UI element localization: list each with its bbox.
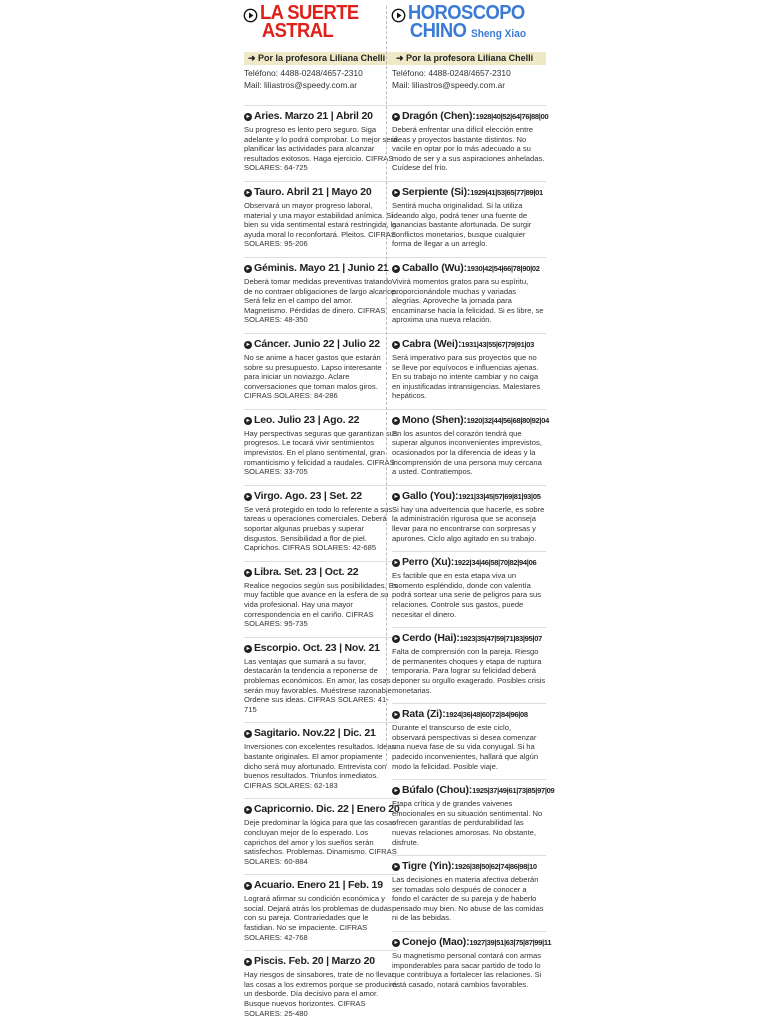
entry-title-text: Dragón (Chen): xyxy=(402,110,476,122)
entry-text: Será imperativo para sus proyectos que no se lleve por equívocos e influencias ajenas. En su trabajo no intente cambiar y no caiga en injustificadas intransigencias. Malestares hepáticos. xyxy=(392,352,541,401)
entry-years: 1924|36|48|60|72|84|96|08 xyxy=(445,710,528,720)
entry-title xyxy=(244,879,398,892)
entry-title-text: Libra. Set. 23 | Oct. 22 xyxy=(254,565,359,578)
entry-years: 1926|38|50|62|74|86|98|10 xyxy=(454,862,537,872)
entry-text: Inversiones con excelentes resultados. Ideas bastante originales. El amor propiamente dicho será muy afortunado. Entrevista con buenos resultados. Triunfos inmediatos. CIFRAS SOLARES: 62-183 xyxy=(244,742,396,790)
entry-text: Deberá enfrentar una difícil elección entre ideas y proyectos bastante distintos. No vacile en optar por lo más adecuado a su modo de ser y a sus aspiraciones anheladas. Cuídese del frío. xyxy=(392,125,545,173)
entry-title-text: Perro (Xu): xyxy=(402,556,455,569)
entry-rule xyxy=(392,181,546,182)
entry-title-text: Tauro. Abril 21 | Mayo 20 xyxy=(254,185,372,198)
entry-text: Durante el transcurso de este ciclo, observará perspectivas si desea comenzar una nueva fase de su vida conyugal. Si ha padecido inconvenientes, hallará que algún modo la felicidad. Posible viaje. xyxy=(392,723,539,771)
entry-years: 1921|33|45|57|69|81|93|05 xyxy=(458,491,541,501)
chinese-title-line1: HOROSCOPO xyxy=(408,2,525,24)
entry-title xyxy=(392,860,546,873)
entry-title xyxy=(244,110,398,123)
zodiac-sign-entry xyxy=(244,950,398,1018)
entry-title-text: Escorpio. Oct. 23 | Nov. 21 xyxy=(254,641,380,654)
zodiac-sign-entry xyxy=(244,722,398,790)
zodiac-sign-entry xyxy=(244,333,398,401)
astral-header xyxy=(244,2,398,52)
entry-title xyxy=(244,642,398,655)
entry-years: 1928|40|52|64|76|88|00 xyxy=(475,112,549,121)
bullet-arrow-icon: ▸ xyxy=(244,882,252,890)
entry-title xyxy=(392,262,546,275)
entry-text: Falta de comprensión con la pareja. Riesgo de permanentes choques y etapa de ruptura temporaria. Para lograr su felicidad deberá deponer su orgullo exagerado. Posibles crisis monetarias. xyxy=(392,647,546,695)
chinese-title-line2-text: CHINO xyxy=(409,20,467,42)
entry-text: Deje predominar la lógica para que las cosas concluyan mejor de lo esperado. Los caprichos del amor y los sueños serán satisfechos. Problemas. Dinamismo. CIFRAS SOLARES: 60-884 xyxy=(244,818,397,866)
entry-text: Las ventajas que sumará a su favor, destacarán la tendencia a reponerse de problemas económicos. En amor, las cosas serán muy favorables. Muéstrese razonable. Ordene sus ideas. CIFRAS SOLARES: 41-715 xyxy=(244,656,394,714)
chinese-author: ➜ Por la profesora Liliana Chelli xyxy=(392,52,546,65)
bullet-arrow-icon: ▸ xyxy=(392,711,400,719)
entry-title-text: Gallo (You): xyxy=(402,489,459,502)
chinese-subtitle: Sheng Xiao xyxy=(470,28,527,40)
bullet-arrow-icon: ▸ xyxy=(244,113,252,121)
entry-text: Su progreso es lento pero seguro. Siga adelante y lo podrá comprobar. Lo mejor será planificar las actividades para alcanzar resultados exitosos. Haga ejercicio. CIFRAS SOLARES: 64-725 xyxy=(244,125,398,173)
entry-title xyxy=(392,110,549,123)
entry-title-text: Conejo (Mao): xyxy=(402,936,470,949)
entry-rule xyxy=(244,105,398,106)
entry-title-text: Aries. Marzo 21 | Abril 20 xyxy=(254,110,373,122)
entry-title xyxy=(244,566,398,579)
bullet-arrow-icon: ▸ xyxy=(244,958,252,966)
bullet-arrow-icon: ▸ xyxy=(244,569,252,577)
entry-title-text: Piscis. Feb. 20 | Marzo 20 xyxy=(254,955,375,968)
entry-title-text: Serpiente (Si): xyxy=(402,185,471,198)
entry-rule xyxy=(392,409,546,410)
chinese-title xyxy=(408,4,526,43)
chinese-sign-entry xyxy=(392,181,546,249)
entry-rule xyxy=(244,561,398,562)
astral-title-line1: LA SUERTE xyxy=(260,2,359,24)
entry-rule xyxy=(392,485,546,486)
bullet-arrow-icon: ▸ xyxy=(244,645,252,653)
entry-title-text: Mono (Shen): xyxy=(402,413,467,426)
bullet-arrow-icon: ▸ xyxy=(392,265,400,273)
chinese-entries xyxy=(392,105,555,989)
chinese-sign-entry xyxy=(392,703,546,771)
entry-rule xyxy=(392,551,546,552)
entry-years: 1922|34|46|58|70|82|94|06 xyxy=(454,558,537,568)
entry-rule xyxy=(244,798,398,799)
bullet-arrow-icon: ▸ xyxy=(392,939,400,947)
bullet-arrow-icon: ▸ xyxy=(392,189,400,197)
entry-title xyxy=(244,338,398,351)
entry-text: Etapa crítica y de grandes vaivenes emocionales en su situación sentimental. No ofrecen garantías de perdurabilidad las nuevas relaciones amorosas. No obstante, disfrute. xyxy=(392,799,543,847)
entry-text: Es factible que en esta etapa viva un momento espléndido, donde con valentía podrá sortear una serie de peligros para sus relaciones. Controle sus gastos, puede necesitar el dinero. xyxy=(392,571,542,619)
chinese-sign-entry xyxy=(392,409,549,477)
bullet-arrow-icon: ▸ xyxy=(244,265,252,273)
entry-title-text: Cáncer. Junio 22 | Julio 22 xyxy=(254,337,380,350)
entry-text: Realice negocios según sus posibilidades. Es muy factible que avance en la esfera de su vida profesional. Hay una mayor correspondencia en el cariño. CIFRAS SOLARES: 95-735 xyxy=(244,580,398,629)
entry-title xyxy=(392,490,546,503)
zodiac-sign-entry xyxy=(244,105,398,173)
entry-title xyxy=(392,632,546,645)
bullet-arrow-icon: ▸ xyxy=(244,730,252,738)
bullet-arrow-icon: ▸ xyxy=(244,806,252,814)
chinese-sign-entry xyxy=(392,485,546,543)
bullet-arrow-icon: ▸ xyxy=(392,113,400,121)
zodiac-sign-entry xyxy=(244,874,398,942)
zodiac-sign-entry xyxy=(244,637,398,715)
entry-title-text: Capricornio. Dic. 22 | Enero 20 xyxy=(254,803,400,816)
zodiac-sign-entry xyxy=(244,181,398,249)
entry-rule xyxy=(392,703,546,704)
chinese-sign-entry xyxy=(392,257,546,325)
entry-years: 1920|32|44|56|68|80|92|04 xyxy=(466,415,549,425)
entry-title xyxy=(392,784,555,797)
chinese-sign-entry xyxy=(392,931,552,989)
entry-text: Logrará afirmar su condición económica y social. Dejará atrás los problemas de dudas con su pareja. Contrariedades que le fastidian. No se impaciente. CIFRAS SOLARES: 42-768 xyxy=(244,894,392,942)
astral-mail: Mail: liliastros@speedy.com.ar xyxy=(244,80,358,90)
zodiac-sign-entry xyxy=(244,485,398,553)
entry-rule xyxy=(392,257,546,258)
entry-text: Su magnetismo personal contará con armas imponderables para sacar partido de todo lo que contribuya a fortalecer las relaciones. Si está casado, notará cambios favorables. xyxy=(392,951,542,989)
entry-rule xyxy=(244,409,398,410)
play-arrow-icon xyxy=(244,9,257,22)
chinese-sign-entry xyxy=(392,627,546,695)
entry-title-text: Cabra (Wei): xyxy=(402,337,462,350)
bullet-arrow-icon: ▸ xyxy=(392,341,400,349)
entry-title xyxy=(244,186,398,199)
entry-title-text: Acuario. Enero 21 | Feb. 19 xyxy=(254,879,383,892)
entry-text: Se verá protegido en todo lo referente a sus tareas u operaciones comerciales. Deberá soportar algunas pruebas y superar disgustos. Sensibilidad a flor de piel. Caprichos. CIFRAS SOLARES: 42-685 xyxy=(244,504,393,553)
bullet-arrow-icon: ▸ xyxy=(392,787,400,795)
astral-entries xyxy=(244,105,398,1018)
entry-title-text: Búfalo (Chou): xyxy=(402,784,473,797)
astral-title-line2: ASTRAL xyxy=(261,20,334,42)
entry-years: 1931|43|55|67|79|91|03 xyxy=(461,339,534,349)
bullet-arrow-icon: ▸ xyxy=(392,493,400,501)
entry-title-text: Tigre (Yin): xyxy=(402,860,455,873)
entry-title xyxy=(244,414,398,427)
entry-years: 1930|42|54|66|78|90|02 xyxy=(466,263,540,273)
bullet-arrow-icon: ▸ xyxy=(392,559,400,567)
chinese-sign-entry xyxy=(392,551,546,619)
entry-title xyxy=(392,936,552,949)
zodiac-sign-entry xyxy=(244,409,398,477)
entry-years: 1925|37|49|61|73|85|97|09 xyxy=(472,786,555,796)
chinese-sign-entry xyxy=(392,855,546,923)
chinese-header xyxy=(392,2,546,52)
bullet-arrow-icon: ▸ xyxy=(392,417,400,425)
entry-title xyxy=(244,727,398,740)
entry-rule xyxy=(392,855,546,856)
entry-title-text: Sagitario. Nov.22 | Dic. 21 xyxy=(254,727,376,740)
chinese-mail: Mail: liliastros@speedy.com.ar xyxy=(392,80,506,90)
entry-text: No se anime a hacer gastos que estarán sobre su presupuesto. Lapso interesante para iniciar un noviazgo. Aclare conversaciones que toman malos giros. CIFRAS SOLARES: 84-286 xyxy=(244,352,382,401)
chinese-sign-entry xyxy=(392,779,555,847)
entry-rule xyxy=(392,627,546,628)
entry-rule xyxy=(392,779,546,780)
entry-text: Si hay una advertencia que hacerle, es sobre la administración rigurosa que se aconseja llevar para no encontrarse con sorpresas y apurones. Ciclo algo agitado en su trabajo. xyxy=(392,504,545,543)
entry-text: En los asuntos del corazón tendrá que superar algunos inconvenientes imprevistos, ocasionados por la diferencia de ideas y la incomprensión de una persona muy cercana a usted. Contratiempos. xyxy=(392,428,542,477)
bullet-arrow-icon: ▸ xyxy=(244,341,252,349)
entry-title-text: Rata (Zi): xyxy=(402,708,446,721)
entry-text: Observará un mayor progreso laboral, material y una mayor estabilidad anímica. Si bien su vida sentimental estará restringida, la ayuda moral lo reconfortará. Pleitos. CIFRAS SOLARES: 95-206 xyxy=(244,200,397,249)
entry-rule xyxy=(244,333,398,334)
entry-title xyxy=(392,708,546,721)
astral-contact xyxy=(244,67,398,91)
entry-years: 1927|39|51|63|75|87|99|11 xyxy=(469,938,552,948)
entry-text: Hay perspectivas seguras que garantizan sus progresos. Le tocará vivir sentimientos imprevistos. En el plano sentimental, gran romanticismo y felicidad a raudales. CIFRAS SOLARES: 33-705 xyxy=(244,428,398,477)
entry-text: Las decisiones en materia afectiva deberán ser tomadas solo después de conocer a fondo el carácter de su pareja y de haberlo pensado muy bien. No abuse de las comidas ni de las bebidas. xyxy=(392,875,544,923)
entry-rule xyxy=(244,181,398,182)
entry-rule xyxy=(244,722,398,723)
entry-title xyxy=(392,556,546,569)
entry-title xyxy=(244,262,398,275)
entry-rule xyxy=(244,257,398,258)
column-divider xyxy=(386,6,387,766)
astral-column xyxy=(244,2,400,1026)
entry-title-text: Caballo (Wu): xyxy=(402,261,467,274)
entry-text: Vivirá momentos gratos para su espíritu, proporcionándole muchas y variadas alegrías. Aproveche la jornada para encaminarse hacia la felicidad. Si es libre, se aproxima una nueva relación. xyxy=(392,276,544,325)
bullet-arrow-icon: ▸ xyxy=(244,417,252,425)
zodiac-sign-entry xyxy=(244,257,398,325)
entry-years: 1929|41|53|65|77|89|01 xyxy=(470,187,543,197)
bullet-arrow-icon: ▸ xyxy=(392,635,400,643)
chinese-contact xyxy=(392,67,546,91)
astral-phone: Teléfono: 4488-0248/4657-2310 xyxy=(244,68,363,78)
bullet-arrow-icon: ▸ xyxy=(244,189,252,197)
play-arrow-icon xyxy=(392,9,405,22)
astral-author: ➜ Por la profesora Liliana Chelli xyxy=(244,52,398,65)
entry-title-text: Virgo. Ago. 23 | Set. 22 xyxy=(254,489,362,502)
entry-rule xyxy=(244,485,398,486)
zodiac-sign-entry xyxy=(244,798,398,866)
astral-title xyxy=(260,4,359,40)
entry-title xyxy=(244,955,398,968)
chinese-sign-entry xyxy=(392,105,549,173)
entry-rule xyxy=(392,931,546,932)
entry-years: 1923|35|47|59|71|83|95|07 xyxy=(459,634,542,644)
entry-rule xyxy=(244,637,398,638)
chinese-column xyxy=(392,2,555,997)
entry-title-text: Géminis. Mayo 21 | Junio 21 xyxy=(254,261,389,274)
chinese-phone: Teléfono: 4488-0248/4657-2310 xyxy=(392,68,511,78)
entry-rule xyxy=(392,333,546,334)
entry-title-text: Cerdo (Hai): xyxy=(402,632,460,645)
entry-rule xyxy=(244,950,398,951)
entry-title xyxy=(392,338,546,351)
entry-title xyxy=(392,413,549,427)
entry-title-text: Leo. Julio 23 | Ago. 22 xyxy=(254,413,360,426)
zodiac-sign-entry xyxy=(244,561,398,629)
entry-rule xyxy=(392,105,546,106)
entry-rule xyxy=(244,874,398,875)
chinese-sign-entry xyxy=(392,333,546,401)
bullet-arrow-icon: ▸ xyxy=(392,863,400,871)
entry-title xyxy=(392,186,546,199)
entry-text: Sentirá mucha originalidad. Si la utiliza ideando algo, podrá tener una fuente de ganancias bastante afortunada. De surgir conflictos monetarios, busque cualquier forma de llegar a un arreglo. xyxy=(392,200,532,249)
entry-title xyxy=(244,803,398,816)
entry-text: Hay riesgos de sinsabores, trate de no llevar las cosas a los extremos porque se producirá un desborde. Día decisivo para el amor. Busque nuevos horizontes. CIFRAS SOLARES: 25-480 xyxy=(244,970,397,1018)
entry-title xyxy=(244,490,398,503)
entry-text: Deberá tomar medidas preventivas tratando de no contraer obligaciones de largo alcance. Será feliz en el campo del amor. Magnetismo. Pérdidas de dinero. CIFRAS SOLARES: 48-350 xyxy=(244,276,398,325)
chinese-title-line2 xyxy=(408,22,526,43)
bullet-arrow-icon: ▸ xyxy=(244,493,252,501)
